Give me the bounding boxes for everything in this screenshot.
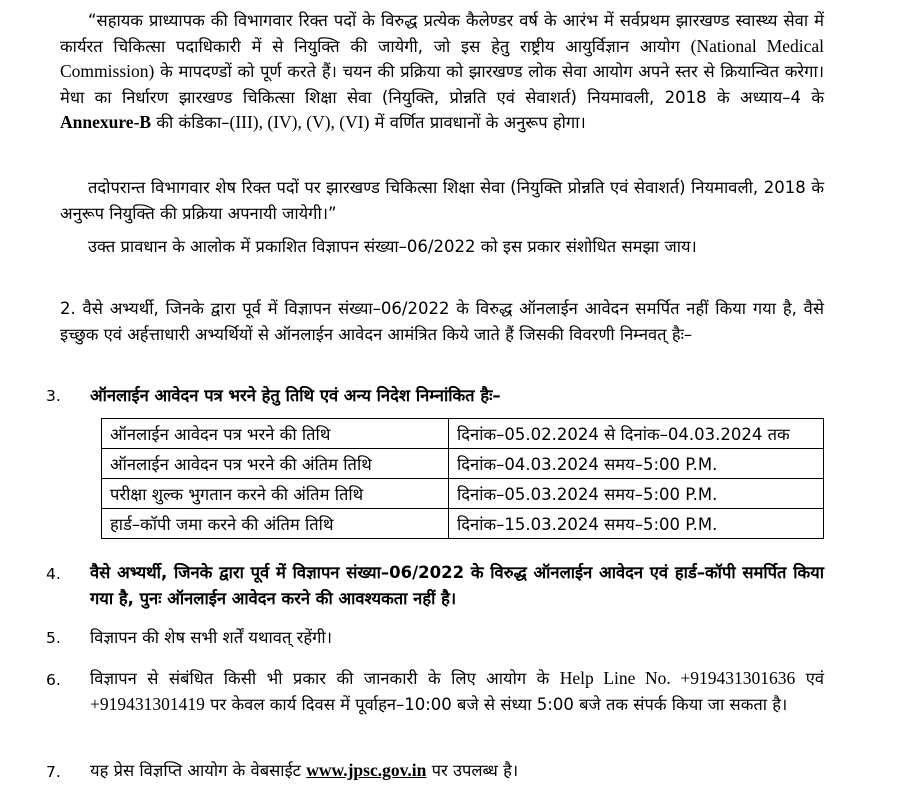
item-3-heading: ऑनलाईन आवेदन पत्र भरने हेतु तिथि एवं अन्य निदेश निम्नांकित हैः–: [90, 386, 501, 405]
quote-text: में वर्णित प्रावधानों के अनुरूप होगा।: [369, 113, 586, 132]
schedule-value: दिनांक–15.03.2024 समय–5:00 P.M.: [449, 509, 824, 539]
schedule-value: दिनांक–05.02.2024 से दिनांक–04.03.2024 तक: [449, 419, 824, 449]
item-3-number: 3.: [46, 387, 61, 405]
schedule-label: परीक्षा शुल्क भुगतान करने की अंतिम तिथि: [102, 479, 449, 509]
website-link[interactable]: www.jpsc.gov.in: [306, 760, 427, 780]
item-6-text-part: एवं: [795, 669, 825, 688]
quoted-provision-paragraph-1: [60, 8, 824, 136]
item-6-number: 6.: [46, 671, 61, 689]
schedule-value: दिनांक–05.03.2024 समय–5:00 P.M.: [449, 479, 824, 509]
quoted-provision-paragraph-2: तदोपरान्त विभागवार शेष रिक्त पदों पर झारखण्ड चिकित्सा शिक्षा सेवा (नियुक्ति प्रोन्नति एवं सेवाशर्त) नियमावली, 2018 के अनुरूप नियुक्ति की प्रक्रिया अपनायी जायेगी।”: [60, 178, 824, 223]
table-row: [102, 419, 824, 449]
quote-text-english: (National Medical Commission): [60, 35, 824, 81]
point-2-paragraph: 2. वैसे अभ्यर्थी, जिनके द्वारा पूर्व में विज्ञापन संख्या–06/2022 के विरुद्ध ऑनलाईन आवेदन समर्पित नहीं किया गया है, वैसे इच्छुक एवं अर्हत्ताधारी अभ्यर्थियों से ऑनलाईन आवेदन आमंत्रित किये जाते हैं जिसकी विवरणी निम्नवत् हैः–: [60, 299, 824, 344]
schedule-label: ऑनलाईन आवेदन पत्र भरने की अंतिम तिथि: [102, 449, 449, 479]
table-row: [102, 449, 824, 479]
annexure-letter: B: [139, 112, 152, 132]
schedule-table: [101, 418, 824, 539]
quote-text: के मापदण्डों को पूर्ण करते हैं। चयन की प्रक्रिया को झारखण्ड लोक सेवा आयोग अपने स्तर से क्रियान्वित करेगा। मेधा का निर्धारण झारखण्ड चिकित्सा शिक्षा सेवा (नियुक्ति, प्रोन्नति एवं सेवाशर्त) नियमावली, 2018 के अध्याय–4 के: [60, 62, 824, 107]
item-6-text-part: पर केवल कार्य दिवस में पूर्वाहन–10:00 बजे से संध्या 5:00 बजे तक संपर्क किया जा सकता है।: [204, 694, 788, 714]
annexure-label: Annexure-: [60, 112, 140, 132]
item-6-text: [90, 666, 824, 717]
clause-numbers: (III), (IV), (V), (VI): [229, 112, 370, 132]
table-row: [102, 479, 824, 509]
item-4-text: वैसे अभ्यर्थी, जिनके द्वारा पूर्व में विज्ञापन संख्या–06/2022 के विरुद्ध ऑनलाईन आवेदन एवं हार्ड–कॉपी समर्पित किया गया है, पुनः ऑनलाईन आवेदन करने की आवश्यकता नहीं है।: [90, 563, 824, 608]
schedule-label: हार्ड–कॉपी जमा करने की अंतिम तिथि: [102, 509, 449, 539]
quote-text: “सहायक प्राध्यापक की विभागवार रिक्त पदों के विरुद्ध प्रत्येक कैलेण्डर वर्ष के आरंभ में सर्वप्रथम झारखण्ड स्वास्थ्य सेवा में कार्यरत चिकित्सा पदाधिकारी में से नियुक्ति की जायेगी, जो इस हेतु राष्ट्रीय आयुर्विज्ञान आयोग: [60, 11, 824, 56]
schedule-label: ऑनलाईन आवेदन पत्र भरने की तिथि: [102, 419, 449, 449]
helpline-number: Help Line No. +919431301636: [559, 668, 796, 688]
item-6-text-part: विज्ञापन से संबंधित किसी भी प्रकार की जानकारी के लिए आयोग के: [90, 669, 560, 688]
item-7-text-part: यह प्रेस विज्ञप्ति आयोग के वेबसाईट: [90, 761, 307, 780]
item-7-number: 7.: [46, 763, 61, 781]
item-5-number: 5.: [46, 629, 61, 647]
amendment-paragraph: उक्त प्रावधान के आलोक में प्रकाशित विज्ञापन संख्या–06/2022 को इस प्रकार संशोधित समझा जाय।: [88, 237, 697, 256]
item-5-text: विज्ञापन की शेष सभी शर्तें यथावत् रहेंगी।: [90, 628, 332, 647]
item-7-text-part: पर उपलब्ध है।: [426, 761, 519, 780]
helpline-number-2: +919431301419: [90, 693, 205, 714]
item-7-text: [90, 758, 824, 784]
table-row: [102, 509, 824, 539]
schedule-value: दिनांक–04.03.2024 समय–5:00 P.M.: [449, 449, 824, 479]
item-4-number: 4.: [46, 565, 61, 583]
quote-text: की कंडिका–: [151, 113, 230, 132]
